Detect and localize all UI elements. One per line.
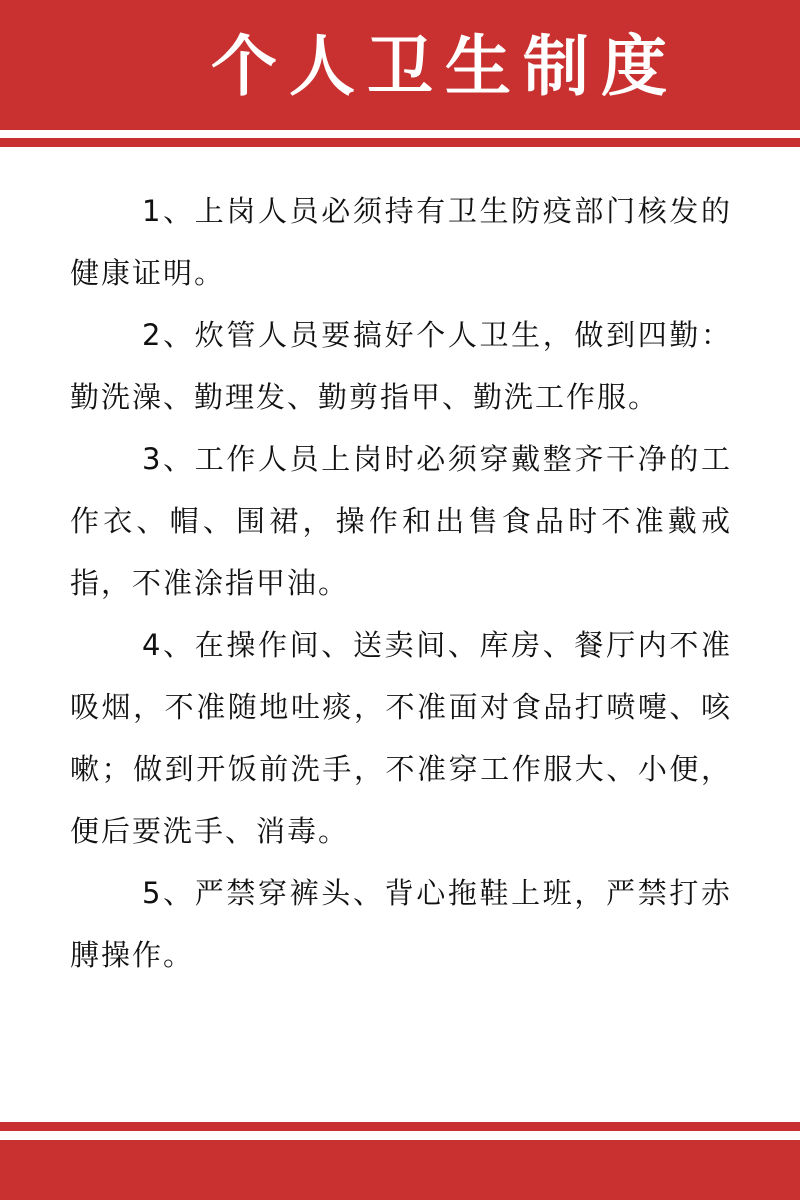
rule-4: 4、在操作间、送卖间、库房、餐厅内不准吸烟，不准随地吐痰，不准面对食品打喷嚏、咳嗽；做到开饭前洗手，不准穿工作服大、小便，便后要洗手、消毒。	[70, 628, 732, 848]
rule-3: 3、工作人员上岗时必须穿戴整齐干净的工作衣、帽、围裙，操作和出售食品时不准戴戒指，不准涂指甲油。	[70, 442, 732, 600]
rule-1: 1、上岗人员必须持有卫生防疫部门核发的健康证明。	[70, 194, 732, 290]
bottom-divider-stripe	[0, 1122, 800, 1131]
rules-body	[70, 180, 732, 986]
footer-banner	[0, 1140, 800, 1200]
rule-2: 2、炊管人员要搞好个人卫生，做到四勤：勤洗澡、勤理发、勤剪指甲、勤洗工作服。	[70, 318, 732, 414]
rule-5: 5、严禁穿裤头、背心拖鞋上班，严禁打赤膊操作。	[70, 876, 732, 972]
top-divider-stripe	[0, 138, 800, 147]
page-title: 个人卫生制度	[211, 28, 679, 105]
